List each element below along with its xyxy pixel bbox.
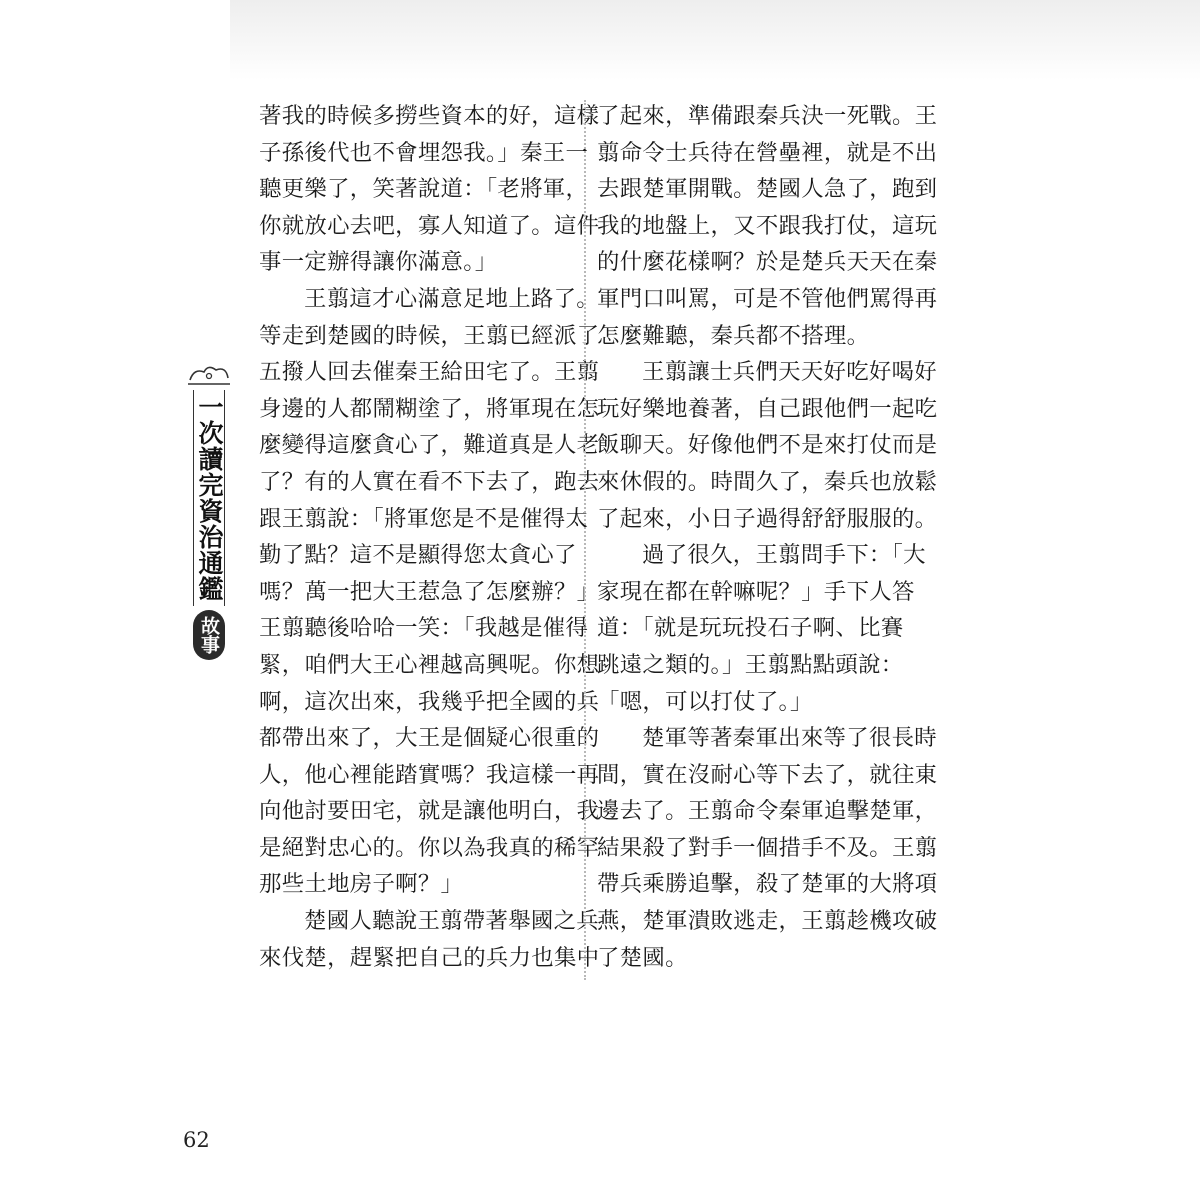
text-line: 翦命令士兵待在營壘裡，就是不出: [597, 139, 938, 166]
page-number: 62: [183, 1128, 210, 1152]
text-line: 麼變得這麼貪心了，難道真是人老: [259, 432, 600, 459]
text-line: 身邊的人都鬧糊塗了，將軍現在怎: [259, 395, 600, 422]
text-line: 啊，這次出來，我幾乎把全國的兵: [259, 688, 600, 715]
text-line: 嗎？萬一把大王惹急了怎麼辦？」: [259, 578, 600, 605]
text-line: 了楚國。: [597, 944, 688, 971]
text-line: 飯聊天。好像他們不是來打仗而是: [597, 432, 938, 459]
category-badge-label: 故事: [198, 616, 220, 654]
text-line: 事一定辦得讓你滿意。」: [259, 249, 498, 276]
text-line: 著我的時候多撈些資本的好，這樣: [259, 103, 600, 129]
text-line: 了起來，小日子過得舒舒服服的。: [597, 505, 938, 532]
text-line: 王翦聽後哈哈一笑：「我越是催得: [259, 615, 589, 642]
text-line: 王翦這才心滿意足地上路了。: [304, 285, 599, 312]
left-text-column: [259, 98, 600, 976]
text-line: 你就放心去吧，寡人知道了。這件: [259, 212, 600, 239]
text-line: 跟王翦說：「將軍您是不是催得太: [259, 505, 589, 532]
text-line: 人，他心裡能踏實嗎？我這樣一再: [259, 761, 600, 788]
text-line: 去跟楚軍開戰。楚國人急了，跑到: [597, 176, 938, 203]
text-line: 軍門口叫罵，可是不管他們罵得再: [597, 285, 938, 312]
book-title: 一次讀完資治通鑑: [195, 394, 224, 602]
book-title-vertical: [186, 360, 232, 660]
text-line: 緊，咱們大王心裡越高興呢。你想: [259, 651, 600, 678]
text-line: 等走到楚國的時候，王翦已經派了: [259, 322, 600, 349]
text-line: 子孫後代也不會埋怨我。」秦王一: [259, 139, 589, 166]
text-line: 「嗯，可以打仗了。」: [597, 688, 813, 715]
text-line: 怎麼難聽，秦兵都不搭理。: [597, 322, 870, 349]
text-line: 楚軍等著秦軍出來等了很長時: [642, 725, 937, 752]
text-line: 玩好樂地養著，自己跟他們一起吃: [597, 395, 938, 422]
text-line: 過了很久，王翦問手下：「大: [642, 542, 926, 569]
text-line: 五撥人回去催秦王給田宅了。王翦: [259, 359, 600, 386]
text-line: 跳遠之類的。」王翦點點頭說：: [597, 651, 904, 678]
title-frame: [193, 390, 225, 606]
right-text-column: [597, 98, 938, 976]
text-line: 道：「就是玩玩投石子啊、比賽: [597, 615, 904, 642]
text-line: 燕，楚軍潰敗逃走，王翦趁機攻破: [597, 908, 938, 935]
category-badge: [193, 610, 225, 660]
text-line: 那些土地房子啊？」: [259, 871, 464, 898]
text-line: 向他討要田宅，就是讓他明白，我: [259, 798, 600, 825]
text-line: 勤了點？這不是顯得您太貪心了: [259, 542, 577, 569]
text-line: 都帶出來了，大王是個疑心很重的: [259, 725, 600, 752]
text-line: 來伐楚，趕緊把自己的兵力也集中: [259, 944, 600, 971]
text-line: 楚國人聽說王翦帶著舉國之兵: [304, 908, 599, 935]
header-texture: [230, 0, 1200, 80]
text-line: 帶兵乘勝追擊，殺了楚軍的大將項: [597, 871, 938, 898]
text-line: 是絕對忠心的。你以為我真的稀罕: [259, 834, 600, 861]
text-line: 了？有的人實在看不下去了，跑去: [259, 468, 600, 495]
text-line: 聽更樂了，笑著說道：「老將軍，: [259, 176, 589, 203]
text-line: 間，實在沒耐心等下去了，就往東: [597, 761, 938, 788]
text-line: 家現在都在幹嘛呢？」手下人答: [597, 578, 915, 605]
text-line: 了起來，準備跟秦兵決一死戰。王: [597, 103, 938, 129]
text-line: 結果殺了對手一個措手不及。王翦: [597, 834, 938, 861]
text-line: 我的地盤上，又不跟我打仗，這玩: [597, 212, 938, 239]
text-line: 邊去了。王翦命令秦軍追擊楚軍，: [597, 798, 938, 825]
text-line: 來休假的。時間久了，秦兵也放鬆: [597, 468, 938, 495]
cloud-ornament-icon: [186, 360, 232, 388]
text-line: 的什麼花樣啊？於是楚兵天天在秦: [597, 249, 938, 276]
column-divider: [584, 100, 586, 980]
text-line: 王翦讓士兵們天天好吃好喝好: [642, 359, 937, 386]
